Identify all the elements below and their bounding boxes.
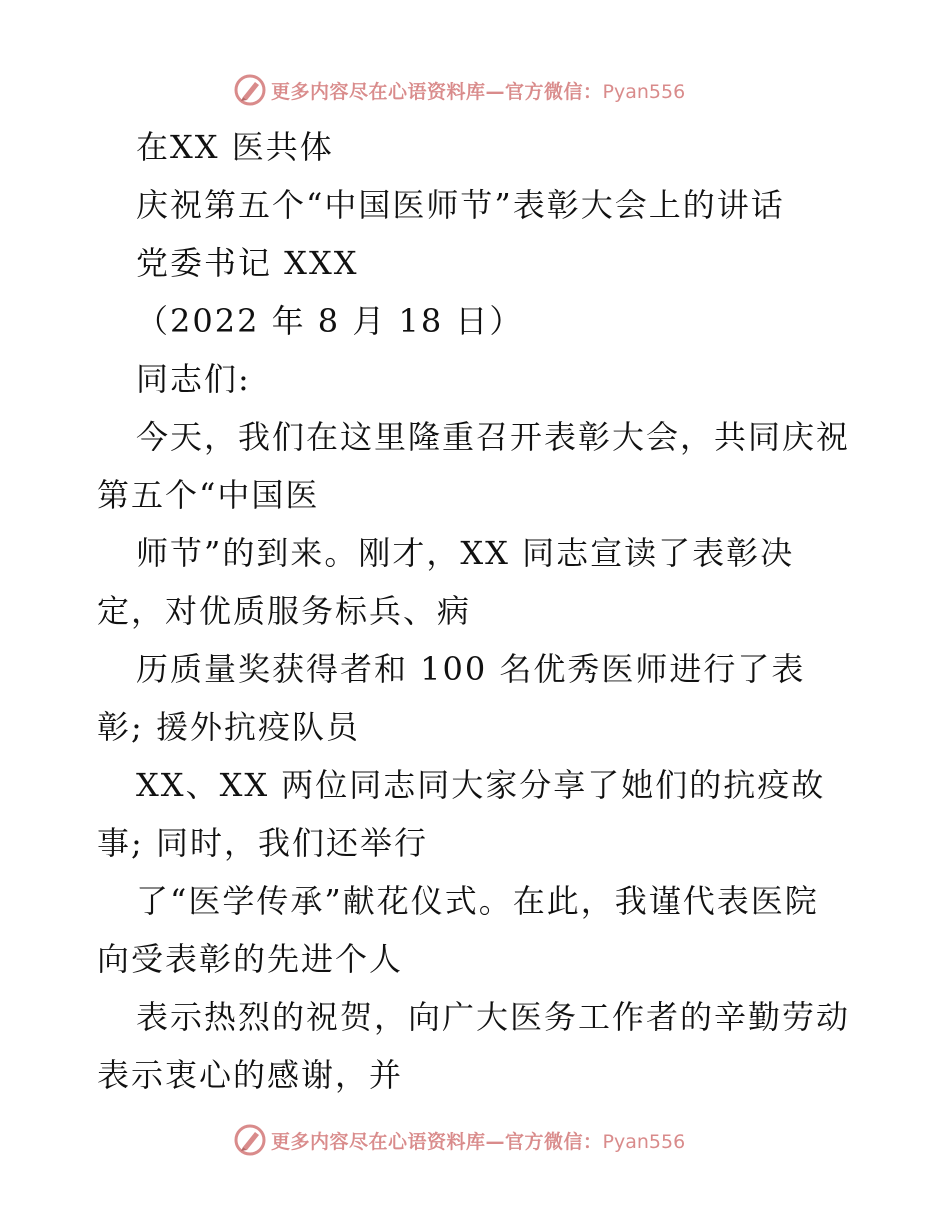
watermark-text: 更多内容尽在心语资料库—官方微信：Pyan556 <box>271 1130 686 1153</box>
doc-line-9: 定，对优质服务标兵、病 <box>97 592 472 630</box>
doc-line-10: 历质量奖获得者和 100 名优秀医师进行了表 <box>136 650 806 688</box>
watermark-footer <box>233 1122 685 1158</box>
doc-line-3: 党委书记 XXX <box>136 244 359 282</box>
doc-line-16: 表示热烈的祝贺，向广大医务工作者的辛勤劳动 <box>136 998 851 1036</box>
doc-line-14: 了“医学传承”献花仪式。在此，我谨代表医院 <box>136 882 819 920</box>
watermark-text: 更多内容尽在心语资料库—官方微信：Pyan556 <box>271 80 686 103</box>
doc-line-13: 事; 同时，我们还举行 <box>97 824 428 862</box>
doc-line-1: 在XX 医共体 <box>136 128 334 166</box>
doc-line-8: 师节”的到来。刚才，XX 同志宣读了表彰决 <box>136 534 795 572</box>
pen-logo-icon <box>233 1123 267 1157</box>
doc-line-4: （2022 年 8 月 18 日） <box>136 302 524 340</box>
doc-line-15: 向受表彰的先进个人 <box>97 940 404 978</box>
doc-line-6: 今天，我们在这里隆重召开表彰大会，共同庆祝 <box>136 418 851 456</box>
doc-line-7: 第五个“中国医 <box>97 476 320 514</box>
doc-line-17: 表示衷心的感谢，并 <box>97 1056 404 1094</box>
doc-line-11: 彰; 援外抗疫队员 <box>97 708 360 746</box>
doc-line-12: XX、XX 两位同志同大家分享了她们的抗疫故 <box>136 766 826 804</box>
doc-line-2: 庆祝第五个“中国医师节”表彰大会上的讲话 <box>136 186 785 224</box>
doc-line-5: 同志们: <box>136 360 251 398</box>
